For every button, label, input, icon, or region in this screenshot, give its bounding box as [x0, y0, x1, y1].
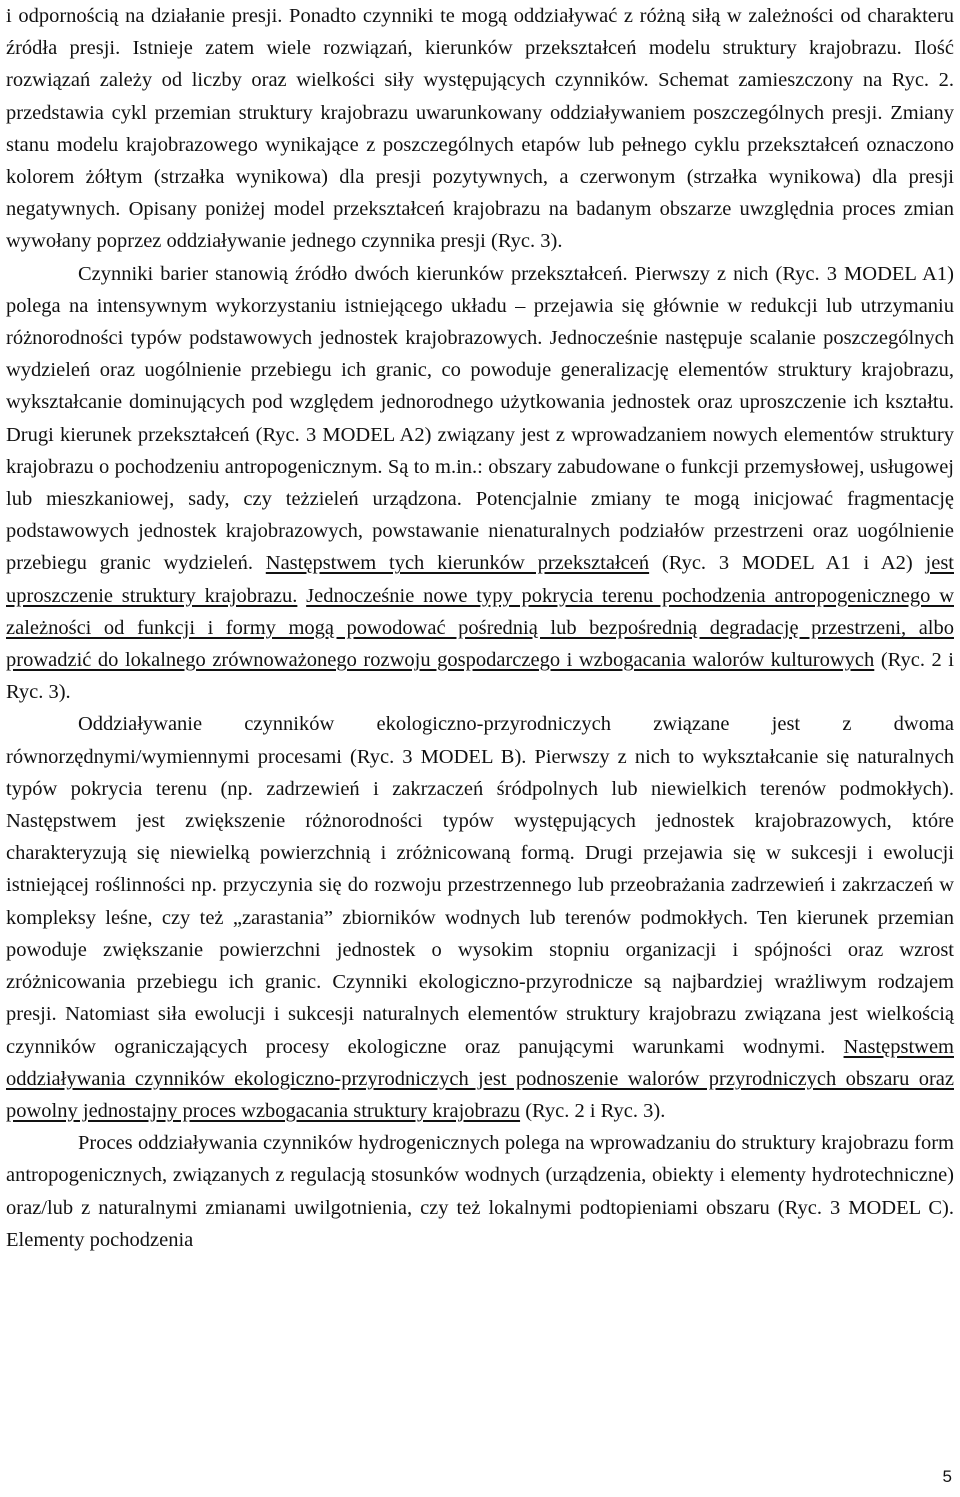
- figure-reference: (Ryc. 2 i Ryc. 3).: [520, 1099, 666, 1122]
- paragraph-4-text: Proces oddziaływania czynników hydrogenicznych polega na wprowadzaniu do struktury krajobrazu form antropogenicznych, związanych z regulacją stosunków wodnych (urządzenia, obiekty i elementy hydrotechniczne) oraz/lub z naturalnymi zmianami uwilgotnienia, czy też lokalnymi podtopieniami obszaru (Ryc. 3 MODEL C). Elementy pochodzenia: [6, 1132, 954, 1251]
- underlined-phrase: jest uproszczenie struktury krajobrazu.: [6, 552, 954, 607]
- paragraph-3-text: Oddziaływanie czynników ekologiczno-przyrodniczych związane jest z dwoma równorzędnymi/wymiennymi procesami (Ryc. 3 MODEL B). Pierwszy z nich to wykształcanie się naturalnych typów pokrycia terenu (np. zadrzewień i zakrzaczeń śródpolnych lub niewielkich terenów podmokłych). Następstwem jest zwiększenie różnorodności typów występujących jednostek krajobrazowych, które charakteryzują się niewielką powierzchnią i zróżnicowaną formą. Drugi przejawia się w sukcesji i ewolucji istniejącej roślinności np. przyczynia się do rozwoju przestrzennego lub przeobrażania zadrzewień i zakrzaczeń w kompleksy leśne, czy też „zarastania” zbiorników wodnych lub terenów podmokłych. Ten kierunek przemian powoduje zwiększanie powierzchni jednostek o wysokim stopniu organizacji i spójności oraz wzrost zróżnicowania przebiegu ich granic. Czynniki ekologiczno-przyrodnicze są najbardziej wrażliwym rodzajem presji. Natomiast siła ewolucji i sukcesji naturalnych elementów struktury krajobrazu związana jest wielkością czynników ograniczających procesy ekologiczne oraz panującymi warunkami wodnymi.: [6, 713, 954, 1058]
- paragraph-2-text: Czynniki barier stanowią źródło dwóch kierunków przekształceń. Pierwszy z nich (Ryc. 3 MODEL A1) polega na intensywnym wykorzystaniu istniejącego układu – przejawia się głównie w redukcji lub utrzymaniu różnorodności typów podstawowych jednostek krajobrazowych. Jednocześnie następuje scalanie poszczególnych wydzieleń oraz uogólnienie przebiegu ich granic, co powoduje generalizację elementów struktury krajobrazu, wykształcanie dominujących pod względem jednorodnego użytkowania jednostek oraz uproszczenie ich kształtu. Drugi kierunek przekształceń (Ryc. 3 MODEL A2) związany jest z wprowadzaniem nowych elementów struktury krajobrazu o pochodzeniu antropogenicznym. Są to m.in.: obszary zabudowane o funkcji przemysłowej, usługowej lub mieszkaniowej, sady, czy teżzieleń urządzona. Potencjalnie zmiany te mogą inicjować fragmentację podstawowych jednostek krajobrazowych, powstawanie nienaturalnych podziałów przestrzeni oraz uogólnienie przebiegu granic wydzieleń.: [6, 262, 954, 575]
- underlined-phrase: Jednocześnie nowe typy pokrycia terenu pochodzenia antropogenicznego w zależności od funkcji i formy mogą powodować pośrednią lub bezpośrednią degradację przestrzeni, albo prowadzić do lokalnego zrównoważonego rozwoju gospodarczego i wzbogacania walorów kulturowych: [6, 584, 954, 672]
- paragraph-1: [6, 0, 954, 258]
- underlined-phrase: Następstwem oddziaływania czynników ekologiczno-przyrodniczych jest podnoszenie walorów przyrodniczych obszaru oraz powolny jednostajny proces wzbogacania struktury krajobrazu: [6, 1035, 954, 1122]
- paragraph-3: [6, 708, 954, 1127]
- figure-reference: (Ryc. 3 MODEL A1 i A2): [649, 552, 926, 575]
- paragraph-4: [6, 1127, 954, 1256]
- paragraph-2-spacer: [297, 585, 306, 607]
- paragraph-1-text: i odpornością na działanie presji. Ponadto czynniki te mogą oddziaływać z różną siłą w zależności od charakteru źródła presji. Istnieje zatem wiele rozwiązań, kierunków przekształceń modelu struktury krajobrazu. Ilość rozwiązań zależy od liczby oraz wielkości siły występujących czynników. Schemat zamieszczony na Ryc. 2. przedstawia cykl przemian struktury krajobrazu uwarunkowany oddziaływaniem poszczególnych presji. Zmiany stanu modelu krajobrazowego wynikające z poszczególnych etapów lub pełnego cyklu przekształceń oznaczono kolorem żółtym (strzałka wynikowa) dla presji pozytywnych, a czerwonym (strzałka wynikowa) dla presji negatywnych. Opisany poniżej model przekształceń krajobrazu na badanym obszarze uwzględnia proces zmian wywołany poprzez oddziaływanie jednego czynnika presji (Ryc. 3).: [6, 5, 954, 253]
- underlined-phrase: Następstwem tych kierunków przekształceń: [265, 552, 650, 575]
- page-number: 5: [942, 1467, 952, 1486]
- figure-reference: (Ryc. 2 i Ryc. 3).: [6, 649, 954, 704]
- paragraph-2: [6, 258, 954, 709]
